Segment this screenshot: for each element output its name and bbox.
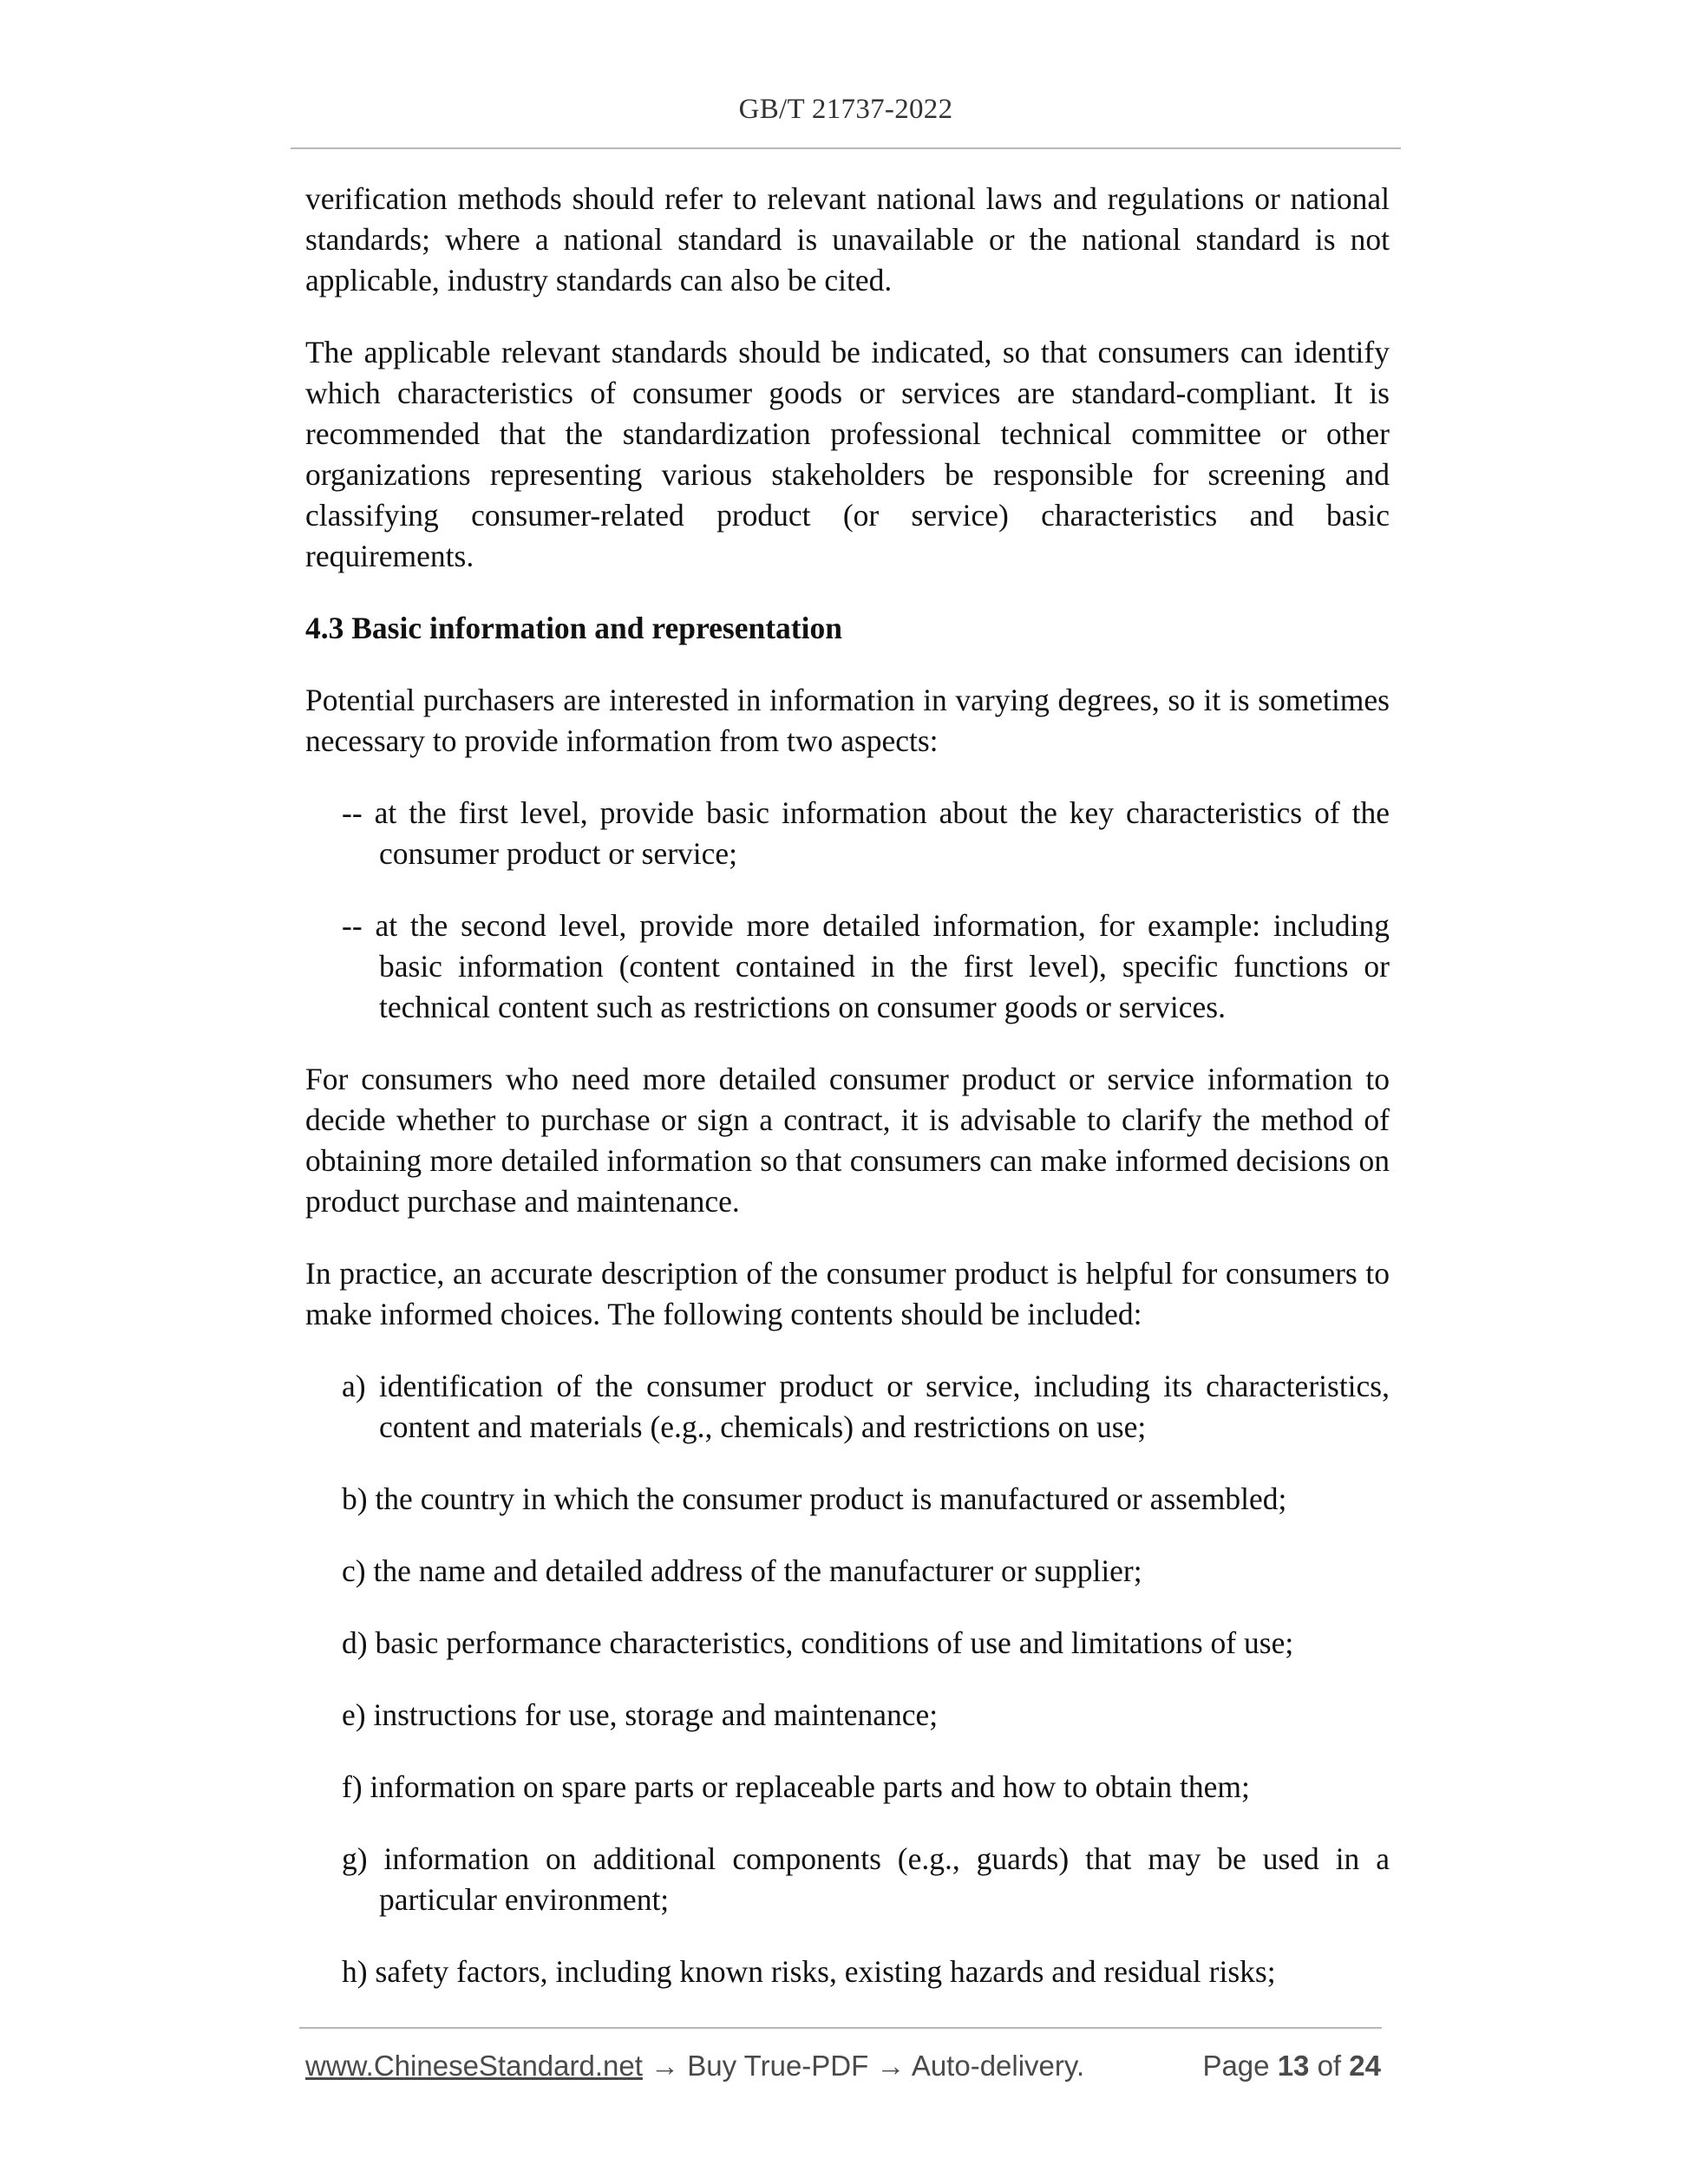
page-footer xyxy=(305,2050,1381,2088)
paragraph-detailed-information: For consumers who need more detailed consumer product or service information to decide whether to purchase or sign a contract, it is advisable to clarify the method of obtaining more detailed information so that consumers can make informed decisions on product purchase and maintenance. xyxy=(305,1062,1390,1219)
of-label: of xyxy=(1317,2050,1342,2082)
document-body xyxy=(305,179,1390,2024)
header-divider xyxy=(291,147,1401,149)
page-label: Page xyxy=(1202,2050,1270,2082)
paragraph-potential-purchasers: Potential purchasers are interested in information in varying degrees, so it is sometimes necessary to provide information from two aspects: xyxy=(305,683,1390,758)
list-item-a: a) identification of the consumer product or service, including its characteristics, content and materials (e.g., chemicals) and restrictions on use; xyxy=(342,1369,1390,1444)
list-item-e: e) instructions for use, storage and maintenance; xyxy=(342,1697,939,1732)
section-heading: 4.3 Basic information and representation xyxy=(305,611,842,645)
dash-item-second-level: -- at the second level, provide more detailed information, for example: including basic information (content contained in the first level), specific functions or technical content such as restrictions on consumer goods or services. xyxy=(342,908,1390,1024)
list-item-f: f) information on spare parts or replaceable parts and how to obtain them; xyxy=(342,1769,1250,1804)
document-header: GB/T 21737-2022 xyxy=(738,94,953,125)
page-indicator xyxy=(1202,2050,1381,2083)
footer-divider xyxy=(299,2027,1382,2029)
dash-item-first-level: -- at the first level, provide basic information about the key characteristics of the consumer product or service; xyxy=(342,795,1390,871)
list-item-d: d) basic performance characteristics, conditions of use and limitations of use; xyxy=(342,1625,1294,1660)
footer-promo-text: → Buy True-PDF → Auto-delivery. xyxy=(642,2050,1085,2082)
list-item-b: b) the country in which the consumer product is manufactured or assembled; xyxy=(342,1481,1287,1516)
paragraph-applicable-standards: The applicable relevant standards should be indicated, so that consumers can identify which characteristics of consumer goods or services are standard-compliant. It is recommended that the standardization professional technical committee or other organizations representing various stakeholders be responsible for screening and classifying consumer-related product (or service) characteristics and basic requirements. xyxy=(305,335,1390,573)
page-current: 13 xyxy=(1277,2050,1310,2082)
paragraph-in-practice: In practice, an accurate description of the consumer product is helpful for consumers to make informed choices. The following contents should be included: xyxy=(305,1256,1390,1331)
list-item-g: g) information on additional components (e.g., guards) that may be used in a particular environment; xyxy=(342,1841,1390,1917)
list-item-c: c) the name and detailed address of the manufacturer or supplier; xyxy=(342,1553,1142,1588)
paragraph-verification-methods: verification methods should refer to relevant national laws and regulations or national standards; where a national standard is unavailable or the national standard is not applicable, industry standards can also be cited. xyxy=(305,181,1390,298)
list-item-h: h) safety factors, including known risks, existing hazards and residual risks; xyxy=(342,1954,1276,1989)
page-total: 24 xyxy=(1349,2050,1381,2082)
footer-promo xyxy=(305,2050,1084,2083)
site-link[interactable]: www.ChineseStandard.net xyxy=(305,2050,643,2082)
